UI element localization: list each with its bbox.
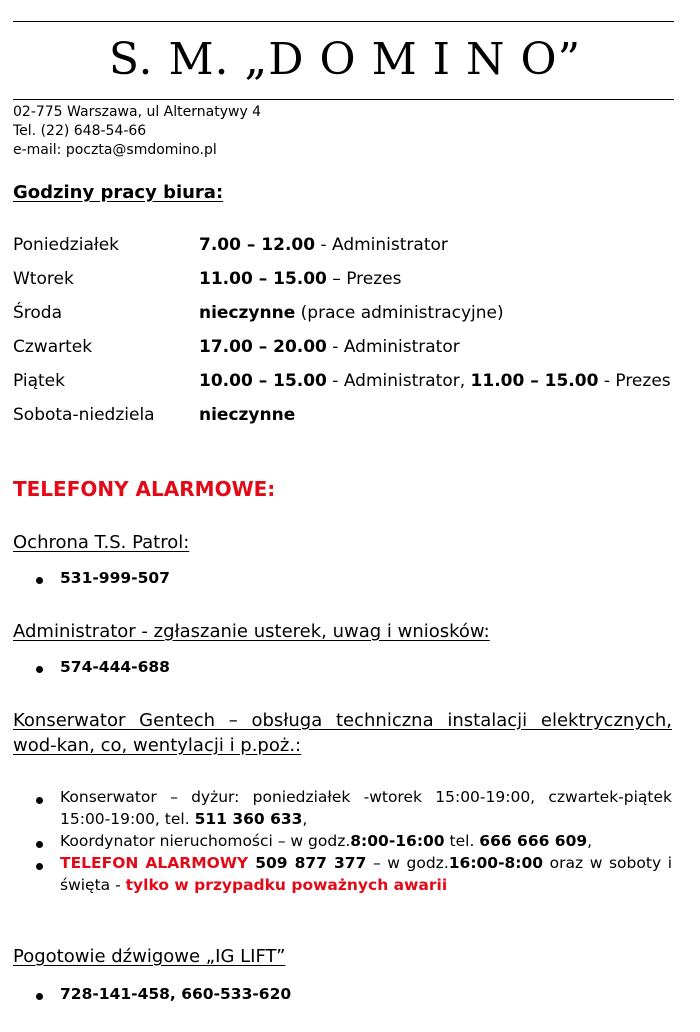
alarm-phones-title: TELEFONY ALARMOWE: <box>13 477 276 501</box>
ochrona-phone: 531-999-507 <box>60 569 170 587</box>
alarm-phone-item: TELEFON ALARMOWY 509 877 377 – w godz.16:00-8:00 oraz w soboty i święta - tylko w przypadku poważnych awarii <box>60 854 672 894</box>
lift-phones: 728-141-458, 660-533-620 <box>60 985 292 1003</box>
schedule: 7.00 – 12.00 - Administrator <box>199 235 448 255</box>
phone: Tel. (22) 648-54-66 <box>13 123 147 139</box>
day-label: Piątek <box>13 371 65 391</box>
day-label: Środa <box>13 303 63 323</box>
top-rule <box>13 21 674 22</box>
section-heading-administrator: Administrator - zgłaszanie usterek, uwag i wniosków: <box>13 621 490 642</box>
day-label: Wtorek <box>13 269 74 289</box>
schedule: nieczynne (prace administracyjne) <box>199 303 504 323</box>
address: 02-775 Warszawa, ul Alternatywy 4 <box>13 104 262 120</box>
schedule: nieczynne <box>199 405 296 425</box>
administrator-phone: 574-444-688 <box>60 658 170 676</box>
email: e-mail: poczta@smdomino.pl <box>13 142 217 158</box>
title-rule <box>13 99 674 100</box>
schedule: 11.00 – 15.00 – Prezes <box>199 269 402 289</box>
day-label: Poniedziałek <box>13 235 119 255</box>
schedule: 17.00 – 20.00 - Administrator <box>199 337 460 357</box>
bullet-icon <box>36 863 43 870</box>
section-heading-konserwator: Konserwator Gentech – obsługa techniczna instalacji elektrycznych, wod-kan, co, wentylacji i p.poż.: <box>13 710 672 756</box>
bullet-icon <box>36 577 43 584</box>
office-hours-title: Godziny pracy biura: <box>13 182 224 203</box>
day-label: Czwartek <box>13 337 93 357</box>
bullet-icon <box>36 993 43 1000</box>
day-label: Sobota-niedziela <box>13 405 155 425</box>
section-heading-ochrona: Ochrona T.S. Patrol: <box>13 532 190 553</box>
page-title: S. M. „D O M I N O” <box>108 34 582 85</box>
bullet-icon <box>36 666 43 673</box>
bullet-icon <box>36 797 43 804</box>
bullet-icon <box>36 841 43 848</box>
schedule: 10.00 – 15.00 - Administrator, 11.00 – 15.00 - Prezes <box>199 371 671 391</box>
konserwator-item: Konserwator – dyżur: poniedziałek -wtorek 15:00-19:00, czwartek-piątek 15:00-19:00, tel. 511 360 633, <box>60 788 672 828</box>
section-heading-lift: Pogotowie dźwigowe „IG LIFT” <box>13 946 286 967</box>
koordynator-item: Koordynator nieruchomości – w godz.8:00-16:00 tel. 666 666 609, <box>60 832 593 850</box>
